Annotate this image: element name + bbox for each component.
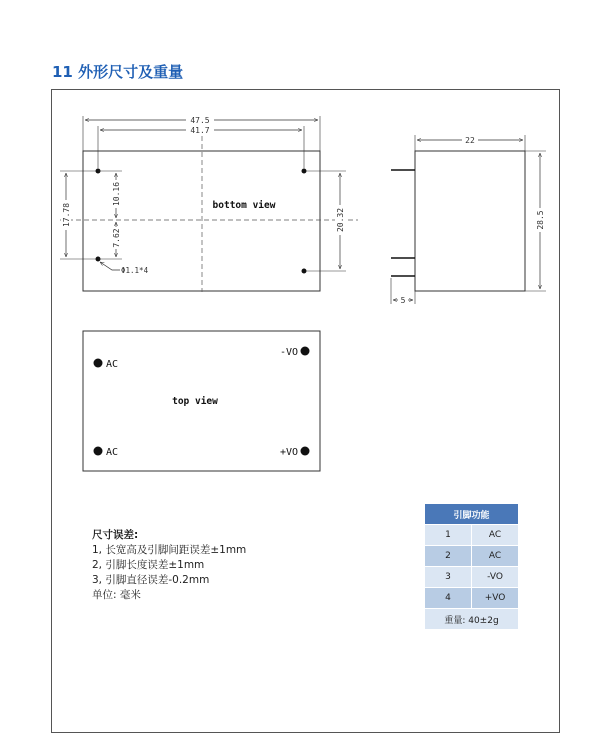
- table-row: [425, 525, 519, 546]
- table-row: [425, 588, 519, 609]
- dim-pin-span-x: 41.7: [190, 126, 210, 135]
- pin-hole: [302, 169, 307, 174]
- dim-pin-span-y: 20.32: [336, 207, 345, 233]
- pin-vo-pos-label: +VO: [279, 447, 298, 458]
- dim-height: 28.5: [536, 210, 545, 230]
- tolerance-line: 1, 长宽高及引脚间距误差±1mm: [92, 544, 247, 556]
- dim-upper-offset: 10.16: [112, 181, 121, 207]
- pin-number: 1: [425, 525, 472, 546]
- dim-lower-offset: 7.62: [112, 228, 121, 248]
- pin-function: -VO: [472, 567, 519, 588]
- pin-function: +VO: [472, 588, 519, 609]
- unit-line: 单位: 毫米: [92, 589, 141, 601]
- pin-hole: [302, 269, 307, 274]
- side-view-outline: [415, 151, 525, 291]
- pin-ac1-marker: [94, 359, 103, 368]
- dim-pin-length: 5: [400, 296, 406, 305]
- tolerance-notes: [92, 528, 246, 603]
- pin-ac2-marker: [94, 447, 103, 456]
- pin-ac1-label: AC: [106, 359, 119, 370]
- pin-table-header: 引脚功能: [425, 504, 519, 525]
- pin-vo-pos-marker: [301, 447, 310, 456]
- pin-number: 3: [425, 567, 472, 588]
- pin-function: AC: [472, 525, 519, 546]
- top-view-label: top view: [172, 396, 218, 407]
- bottom-view-label: bottom view: [212, 200, 276, 211]
- table-row: [425, 609, 519, 630]
- tolerance-line: 3, 引脚直径误差-0.2mm: [92, 574, 210, 586]
- weight-cell: 重量: 40±2g: [425, 609, 519, 630]
- pin-function: AC: [472, 546, 519, 567]
- pin-number: 4: [425, 588, 472, 609]
- tolerance-heading: 尺寸误差:: [92, 529, 139, 541]
- dim-length: 47.5: [190, 116, 210, 125]
- dim-depth: 22: [465, 136, 475, 145]
- dim-pin-diameter: Φ1.1*4: [121, 266, 149, 275]
- table-row: [425, 546, 519, 567]
- pin-function-table: [424, 503, 519, 630]
- dim-width: 17.78: [62, 202, 71, 228]
- pin-number: 2: [425, 546, 472, 567]
- pin-vo-neg-marker: [301, 347, 310, 356]
- section-title: 11 外形尺寸及重量: [52, 63, 184, 81]
- tolerance-line: 2, 引脚长度误差±1mm: [92, 559, 205, 571]
- table-row: [425, 567, 519, 588]
- pin-ac2-label: AC: [106, 447, 119, 458]
- pin-vo-neg-label: -VO: [279, 347, 298, 358]
